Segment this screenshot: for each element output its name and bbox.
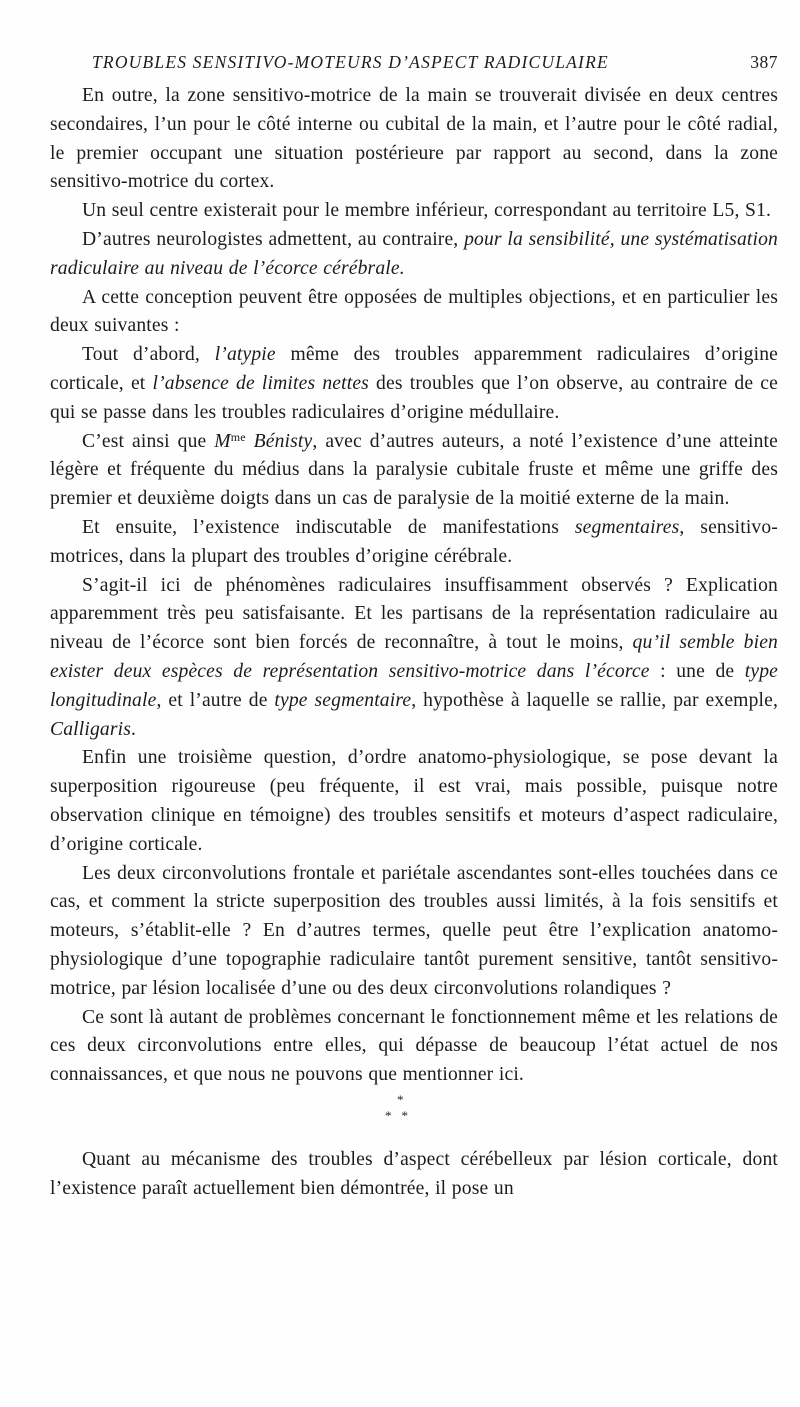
emphasis: M [214, 430, 231, 452]
emphasis: qu’il semble bien exister deux espèces de représentation sensitivo-motrice dans l’écorce [50, 632, 778, 682]
paragraph: A cette conception peuvent être opposées de multiples objections, et en particulier les deux suivantes : [50, 286, 778, 337]
paragraph: C’est ainsi que $M^{me}$ Bénisty, avec d’autres auteurs, a noté l’existence d’une atteinte légère et fréquente du médius dans la paralysie cubitale fruste et même une griffe des premier et deuxième doigts dans un cas de paralysie de la moitié externe de la main. [50, 429, 778, 510]
asterisk-pair: ** [385, 1107, 418, 1123]
running-title: TROUBLES SENSITIVO-MOTEURS D’ASPECT RADICULAIRE [92, 52, 609, 72]
paragraph: Ce sont là autant de problèmes concernant le fonctionnement même et les relations de ces deux circonvolutions entre elles, qui dépasse de beaucoup l’état actuel de nos connaissances, et que nous ne pouvons que mentionner ici. [50, 1006, 778, 1086]
emphasis: type segmentaire [274, 689, 412, 711]
paragraph: Enfin une troisième question, d’ordre anatomo-physiologique, se pose devant la superposition rigoureuse (peu fréquente, il est vrai, mais possible, puisque notre observation clinique en témoigne) des troubles sensitifs et moteurs d’aspect radiculaire, d’origine corticale. [50, 747, 778, 855]
running-head [50, 52, 778, 82]
body-text [50, 82, 778, 1203]
section-separator [50, 1090, 778, 1146]
asterisk: * [397, 1091, 404, 1107]
emphasis: Bénisty [245, 430, 313, 452]
emphasis: Calligaris [50, 718, 131, 740]
emphasis: pour la sensibilité, une systématisation radiculaire au niveau de l’écorce cérébrale. [50, 228, 778, 279]
emphasis: l’absence de limites nettes [152, 372, 369, 394]
emphasis: l’atypie [214, 344, 276, 366]
paragraph: Et ensuite, l’existence indiscutable de manifestations segmentaires, sensitivo-motrices, dans la plupart des troubles d’origine cérébrale. [50, 516, 778, 567]
paragraph: Quant au mécanisme des troubles d’aspect cérébelleux par lésion corticale, dont l’existence paraît actuellement bien démontrée, il pose un [50, 1148, 778, 1199]
superscript: me [230, 429, 246, 444]
emphasis: segmentaires [574, 516, 680, 538]
paragraph: D’autres neurologistes admettent, au contraire, pour la sensibilité, une systématisation radiculaire au niveau de l’écorce cérébrale. [50, 228, 778, 279]
page-number: 387 [750, 52, 778, 72]
paragraph: S’agit-il ici de phénomènes radiculaires insuffisamment observés ? Explication apparemment très peu satisfaisante. Et les partisans de la représentation radiculaire au niveau de l’écorce sont bien forcés de reconnaître, à tout le moins, qu’il semble bien exister deux espèces de représentation sensitivo-motrice dans l’écorce : une de type longitudinale, et l’autre de type segmentaire, hypothèse à laquelle se rallie, par exemple, Calligaris. [50, 574, 779, 740]
paragraph: En outre, la zone sensitivo-motrice de la main se trouverait divisée en deux centres secondaires, l’un pour le côté interne ou cubital de la main, et l’autre pour le côté radial, le premier occupant une situation postérieure par rapport au second, dans la zone sensitivo-motrice du cortex. [50, 85, 778, 193]
book-page [50, 52, 778, 1203]
paragraph: Les deux circonvolutions frontale et pariétale ascendantes sont-elles touchées dans ce cas, et comment la stricte superposition des troubles aussi limités, à la fois sensitifs et moteurs, s’établit-elle ? En d’autres termes, quelle peut être l’explication anatomo-physiologique d’une topographie radiculaire tantôt purement sensitive, tantôt sensitivo-motrice, par lésion localisée d’une ou des deux circonvolutions rolandiques ? [50, 862, 778, 999]
paragraph: Un seul centre existerait pour le membre inférieur, correspondant au territoire L5, S1. [82, 200, 772, 222]
emphasis: type longitudinale [50, 660, 779, 711]
paragraph: Tout d’abord, l’atypie même des troubles apparemment radiculaires d’origine corticale, et l’absence de limites nettes des troubles que l’on observe, au contraire de ce qui se passe dans les troubles radiculaires d’origine médullaire. [50, 344, 779, 423]
